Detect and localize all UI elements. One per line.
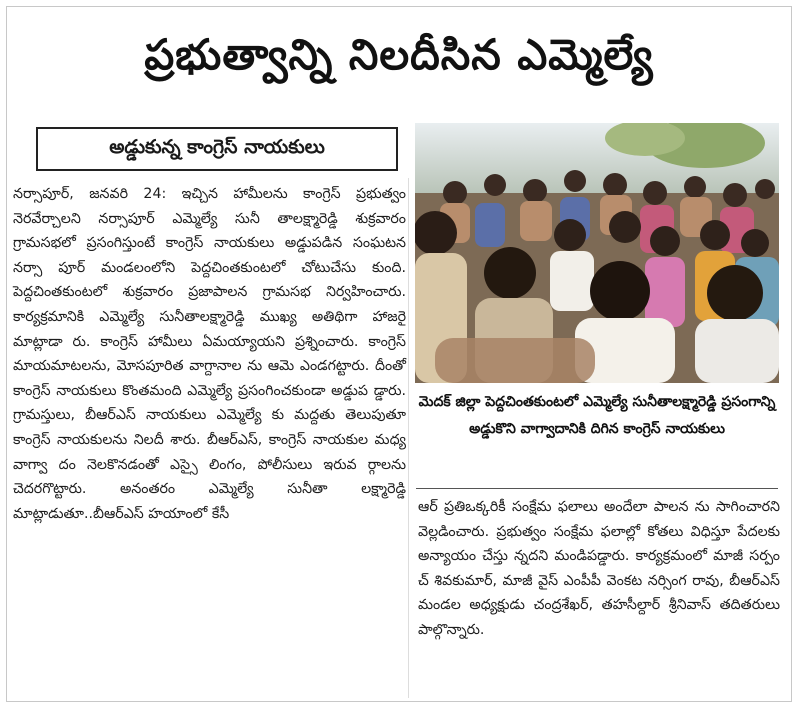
photo-caption: మెదక్ జిల్లా పెద్దచింతకుంటలో ఎమ్మెల్యే సునీతాలక్ష్మారెడ్డి ప్రసంగాన్ని అడ్డుకొని వాగ్వాదానికి దిగిన కాంగ్రెస్ నాయకులు — [418, 394, 776, 437]
column-divider — [408, 178, 409, 698]
article-body-right — [418, 495, 780, 643]
caption-divider — [416, 488, 778, 489]
article-paragraph: నర్సాపూర్, జనవరి 24: ఇచ్చిన హామీలను కాంగ్రెస్ ప్రభుత్వం నెరవేర్చాలని నర్సాపూర్ ఎమ్మెల్యే సునీ తాలక్ష్మారెడ్డి శుక్రవారం గ్రామసభలో ప్రసంగిస్తుంటే కాంగ్రెస్ నాయకులు అడ్డుపడిన సంఘటన నర్సా పూర్ మండలంలోని పెద్దచింతకుంటలో చోటుచేసు కుంది. పెద్దచింతకుంటలో శుక్రవారం ప్రజాపాలన గ్రామసభ నిర్వహించారు. కార్యక్రమానికి ఎమ్మెల్యే సునీతాలక్ష్మారెడ్డి ముఖ్య అతిథిగా హాజరై మాట్లాడా రు. కాంగ్రెస్ హామీలు ఏమయ్యాయని ప్రశ్నించారు. కాంగ్రెస్ మాయమాటలను, మోసపూరిత వాగ్దానాల ను ఆమె ఎండగట్టారు. దీంతో కాంగ్రెస్ నాయకులు కొంతమంది ఎమ్మెల్యే ప్రసంగించకుండా అడ్డుప డ్డారు. గ్రామస్తులు, బీఆర్ఎస్ నాయకులు ఎమ్మెల్యే కు మద్దతు తెలుపుతూ కాంగ్రెస్ నాయకులను నిలదీ శారు. బీఆర్ఎస్, కాంగ్రెస్ నాయకుల మధ్య వాగ్వా దం నెలకొనడంతో ఎస్సై లింగం, పోలీసులు ఇరువ ర్గాలను చెదరగొట్టారు. అనంతరం ఎమ్మెల్యే సునీతా లక్ష్మారెడ్డి మాట్లాడుతూ..బీఆర్ఎస్ హయాంలో కేసీ — [13, 186, 406, 522]
article-paragraph: ఆర్ ప్రతిఒక్కరికీ సంక్షేమ ఫలాలు అందేలా పాలన ను సాగించారని వెల్లడించారు. ప్రభుత్వం సంక్షేమ ఫలాల్లో కోతలు విధిస్తూ పేదలకు అన్యాయం చేస్తు న్నదని మండిపడ్డారు. కార్యక్రమంలో మాజీ సర్పం చ్ శివకుమార్, మాజీ వైస్ ఎంపీపీ వెంకట నర్సింగ రావు, బీఆర్ఎస్ మండల అధ్యక్షుడు చంద్రశేఖర్, తహసీల్దార్ శ్రీనివాస్ తదితరులు పాల్గొన్నారు. — [418, 499, 780, 638]
crowd-photo-illustration — [415, 123, 779, 383]
headline: ప్రభుత్వాన్ని నిలదీసిన ఎమ్మెల్యే — [144, 30, 654, 79]
article-body-left — [13, 182, 406, 526]
subheadline: అడ్డుకున్న కాంగ్రెస్ నాయకులు — [36, 127, 398, 171]
news-photo — [415, 123, 779, 383]
